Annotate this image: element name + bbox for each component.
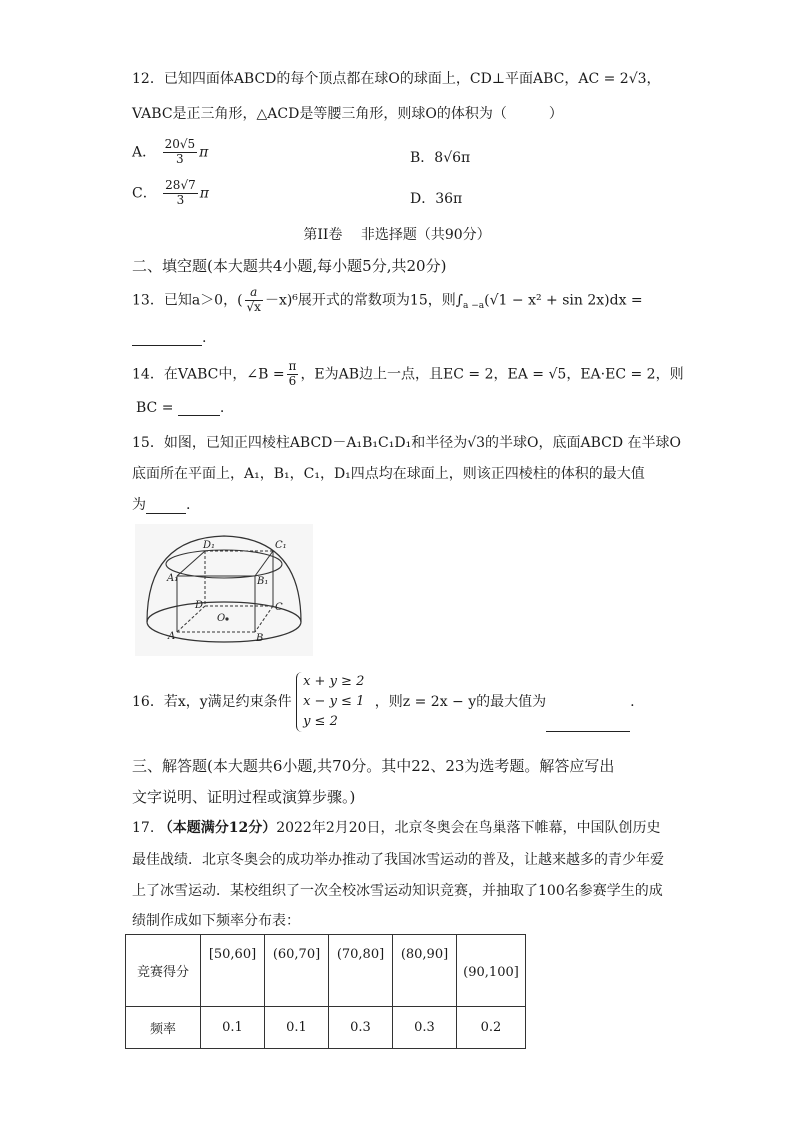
q13-mid: －x)⁶展开式的常数项为15，则∫ [264,292,464,309]
q14-line2 [136,400,224,416]
label-b: B [256,633,264,644]
q13-tail: (√1 − x² + sin 2x)dx = [484,292,643,309]
option-a-label: A． [132,144,157,161]
q14-line1 [132,360,684,389]
frequency-table [125,934,526,1049]
q12-option-c [132,179,209,208]
table-range-cell: (90,100] [457,935,526,1007]
q17-line1 [132,817,661,837]
q16-end: . [630,694,635,710]
table-header-score: 竞赛得分 [126,935,201,1007]
q12-option-d: D．36π [410,191,463,207]
option-c-fraction [163,179,198,208]
section3-line2: 文字说明、证明过程或演算步骤。) [132,788,356,806]
label-d1: D₁ [203,540,216,551]
q15-line2: 底面所在平面上，A₁，B₁，C₁，D₁四点均在球面上，则该正四棱柱的体积的最大值 [132,466,645,482]
table-frequency-cell: 0.1 [201,1007,265,1049]
q12-line2: VABC是正三角形，△ACD是等腰三角形，则球O的体积为（ ） [132,106,563,122]
table-row [126,935,526,1007]
q16-constraint-3: y ≤ 2 [303,714,338,729]
label-b1: B₁ [257,576,269,587]
label-c1: C₁ [275,540,287,551]
q15-end: . [186,497,191,513]
label-a1: A₁ [167,573,179,584]
q15-wei: 为 [132,497,146,513]
q13-int-limits: a −a [463,301,485,312]
option-c-numerator: 28√7 [165,178,196,192]
q15-line3 [132,494,190,514]
table-row [126,1007,526,1049]
table-range-cell: [50,60] [201,935,265,1007]
q13-answer-blank[interactable] [132,331,202,346]
table-range-cell: (60,70] [265,935,329,1007]
label-d: D [195,600,204,611]
section3-line1: 三、解答题(本大题共6小题,共70分。其中22、23为选考题。解答应写出 [132,757,615,775]
q17-line4: 绩制作成如下频率分布表： [132,913,300,929]
label-o: O [217,613,226,624]
q16-constraints [296,672,370,732]
table-frequency-cell: 0.2 [457,1007,526,1049]
q16-constraint-1: x + y ≥ 2 [303,674,365,689]
table-range-cell: (80,90] [393,935,457,1007]
section2-heading: 二、填空题(本大题共4小题,每小题5分,共20分) [132,257,447,275]
option-c-label: C． [132,185,157,202]
q17-num: 17. [132,820,155,836]
q14-frac-den: 6 [288,373,297,388]
label-a: A [168,631,176,642]
q17-line3: 上了冰雪运动．某校组织了一次全校冰雪运动知识竞赛，并抽取了100名参赛学生的成 [132,883,663,899]
q16-line [132,672,635,732]
table-frequency-cell: 0.3 [329,1007,393,1049]
table-frequency-cell: 0.1 [265,1007,329,1049]
q13-end: . [202,330,207,346]
q14-fraction [287,360,299,389]
q16-tail: ，则z = 2x − y的最大值为 [374,694,547,710]
option-c-denominator: 3 [176,192,185,207]
q13-frac-den: √x [246,299,261,314]
option-a-denominator: 3 [176,151,184,166]
q13-answer-line [132,330,206,346]
q14-head: 14．在VABC中，∠B = [132,366,285,383]
option-a-numerator: 20√5 [164,137,196,151]
hemisphere-prism-figure [135,524,313,656]
table-header-frequency: 频率 [126,1007,201,1049]
label-c: C [275,602,283,613]
q12-option-b: B．8√6π [410,150,471,166]
option-a-fraction [163,138,198,167]
q14-bc: BC = [136,400,174,416]
q16-answer-blank[interactable] [546,717,630,732]
q17-line2: 最佳战绩．北京冬奥会的成功举办推动了我国冰雪运动的普及，让越来越多的青少年爱 [132,852,664,868]
q14-end: . [219,400,225,416]
q13-head: 13．已知a＞0，( [132,292,243,309]
option-c-pi: π [199,185,209,202]
q13-fraction [245,286,263,315]
option-a-pi: π [199,144,209,161]
table-range-cell: (70,80] [329,935,393,1007]
q12-line1: 12．已知四面体ABCD的每个顶点都在球O的球面上，CD⊥平面ABC，AC = 2√3， [132,71,661,87]
q16-constraint-2: x − y ≤ 1 [303,694,365,709]
table-frequency-cell: 0.3 [393,1007,457,1049]
q16-head: 16．若x，y满足约束条件 [132,694,292,710]
q14-tail: ，E为AB边上一点，且EC = 2，EA = √5，EA·EC = 2，则 [300,366,684,383]
q13-frac-num: a [245,286,263,301]
q13-line [132,286,643,315]
q14-answer-blank[interactable] [178,401,220,416]
q17-text1: 2022年2月20日，北京冬奥会在鸟巢落下帷幕，中国队创历史 [276,820,661,836]
q14-frac-num: π [288,359,297,373]
q17-score: （本题满分12分） [158,820,277,836]
q12-option-a [132,138,208,167]
part2-title: 第II卷 非选择题（共90分） [303,227,491,243]
q15-line1: 15．如图，已知正四棱柱ABCD－A₁B₁C₁D₁和半径为√3的半球O，底面ABCD 在半球O [132,435,682,451]
q15-answer-blank[interactable] [146,499,186,514]
